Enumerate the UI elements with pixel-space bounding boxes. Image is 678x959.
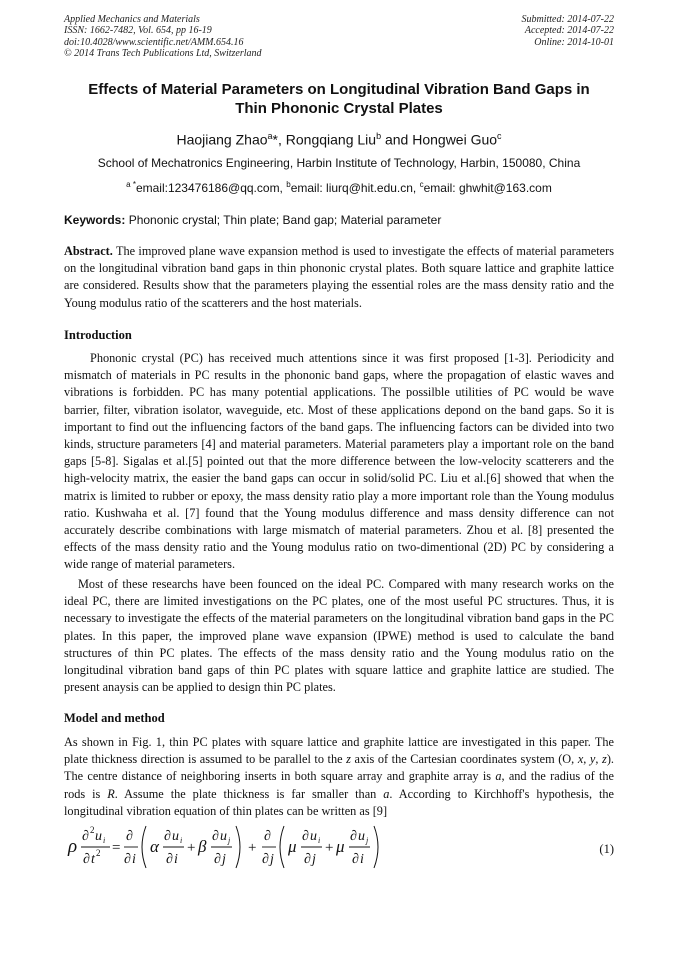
- eq-partial: ∂: [82, 829, 89, 844]
- text-run: , and the radius of the rods is: [64, 769, 615, 801]
- journal-doi: doi:10.4028/www.scientific.net/AMM.654.16: [64, 36, 244, 48]
- text-run: . Assume the plate thickness is far smaller than: [114, 786, 384, 801]
- title-line-1: Effects of Material Parameters on Longitudinal Vibration Band Gaps in: [88, 81, 590, 98]
- eq-u: u: [358, 829, 365, 844]
- text-run: ). The centre distance of neighboring inserts in both square array and graphite array is: [64, 752, 614, 784]
- eq-alpha: α: [150, 837, 159, 856]
- author-separator: and: [381, 131, 413, 148]
- eq-i: i: [360, 852, 364, 867]
- paper-title: [40, 80, 638, 118]
- author-separator: ,: [277, 131, 286, 148]
- keywords-label: Keywords:: [64, 213, 126, 227]
- email-c: email: ghwhit@163.com: [423, 181, 552, 195]
- eq-partial: ∂: [350, 829, 357, 844]
- var-z: z: [346, 752, 351, 767]
- author-1: Haojiang Zhao: [176, 131, 268, 148]
- author-1-corresponding: *: [272, 131, 278, 148]
- var-x: x: [577, 752, 584, 767]
- submitted-date: Submitted: 2014-07-22: [521, 14, 614, 25]
- eq-u: u: [220, 829, 227, 844]
- var-a: a: [383, 786, 390, 801]
- eq-sub-j: j: [228, 836, 231, 845]
- equation-1: [64, 818, 614, 874]
- eq-i: i: [174, 852, 178, 867]
- eq-u: u: [172, 829, 179, 844]
- abstract-text: The improved plane wave expansion method is used to investigate the effects of material parameters on the longitudinal vibration band gaps in thin phononic crystal plates. Both square lattice and graphite lattice are considered. Results show that the parameters playing the essential roles are the mass density ratio and the Young modulus ratio of the scatterers and the host materials.: [64, 244, 614, 310]
- eq-power: 2: [90, 825, 95, 835]
- eq-beta: β: [198, 837, 207, 856]
- eq-i: i: [132, 852, 136, 867]
- eq-partial: ∂: [126, 829, 133, 844]
- eq-sub-j: j: [366, 836, 369, 845]
- text-run: ,: [595, 752, 603, 767]
- eq-plus: +: [325, 840, 334, 856]
- model-paragraph-1: [64, 734, 614, 820]
- var-y: y: [589, 752, 596, 767]
- eq-paren: [374, 826, 378, 868]
- text-run: axis of the Cartesian coordinates system (O,: [350, 752, 578, 767]
- author-1-affil: a: [267, 131, 273, 141]
- eq-partial: ∂: [83, 852, 90, 867]
- eq-partial: ∂: [164, 829, 171, 844]
- eq-plus: +: [187, 840, 196, 856]
- email-sup-c: c: [419, 180, 424, 189]
- eq-plus: +: [248, 840, 257, 856]
- eq-partial: ∂: [262, 852, 269, 867]
- eq-partial: ∂: [124, 852, 131, 867]
- eq-partial: ∂: [264, 829, 271, 844]
- eq-mu: μ: [336, 837, 345, 856]
- text-run: . According to Kirchhoff's hypothesis, the longitudinal vibration equation of thin plates can be written as [9]: [64, 786, 614, 818]
- dates-header: [522, 14, 615, 48]
- eq-mu: μ: [288, 837, 297, 856]
- title-line-2: Thin Phononic Crystal Plates: [235, 100, 443, 117]
- abstract-label: Abstract.: [64, 244, 113, 258]
- eq-j: j: [222, 852, 226, 867]
- eq-u: u: [310, 829, 317, 844]
- online-date: Online: 2014-10-01: [534, 36, 614, 48]
- introduction-paragraph-2: Most of these researchs have been founced on the ideal PC. Compared with many research works on the ideal PC, there are limited investigations on the PC plates, one of the most useful PC structures. Thus, it is necessary to investigate the effects of the material parameters on the longitudinal vibration band gaps in the PC plates. In this paper, the improved plane wave expansion (IPWE) method is used to calculate the band structures of thin PC plates. The effects of the mass density ratio and the Young modulus ratio on the longitudinal vibration band gaps of thin PC plates with square lattice and graphite lattice are studied. The present anaysis can be applied to design thin PC plates.: [64, 577, 614, 695]
- eq-partial: ∂: [352, 852, 359, 867]
- eq-j: j: [312, 852, 316, 867]
- eq-t: t: [91, 852, 95, 867]
- eq-paren: [142, 826, 146, 868]
- journal-issn: ISSN: 1662-7482, Vol. 654, pp 16-19: [64, 25, 212, 37]
- keywords-text: Phononic crystal; Thin plate; Band gap; Material parameter: [125, 213, 442, 227]
- eq-partial: ∂: [302, 829, 309, 844]
- introduction-paragraph-1: Phononic crystal (PC) has received much attentions since it was first proposed [1-3]. Periodicity and mismatch of materials in PC results in the phononic band gaps, where the propagation of elastic waves and vibrations is forbidden. PC has many potential applications. The possilble utilities of PC would be wave barrier, filter, vibration isolator, waveguide, etc. Most of these applications depond on the band gaps. So it is important to find out the influencing factors of the band gaps. The influencing factors can be divided into two kinds, structure parameters [4] and material parameters. Material parameters play a important role on the band gaps [5-8]. Sigalas et al.[5] pointed out that the more difference between the low-velocity scatterers and the high-velocity matrix, the easier the band gaps can occur in solid/solid PC. Liu et al.[6] showed that when the matrix is limited to rubber or epoxy, the mass density ratio play a more important role than the Young modulus ratio. Kushwaha et al. [7] found that the Young modulus difference and mass density difference can not accurately describe combinations with large mismatch of material parameters. Zhou et al. [8] presented the effects of the mass density ratio and the Young modulus ratio on two-dimentional (2D) PC by considering a wide range of material parameters.: [64, 351, 614, 572]
- text-run: ,: [583, 752, 590, 767]
- eq-power: 2: [96, 848, 101, 858]
- var-R: R: [107, 786, 115, 801]
- author-list: [40, 127, 638, 149]
- email-sup-b: b: [286, 180, 291, 189]
- author-emails: [40, 177, 638, 196]
- eq-partial: ∂: [212, 829, 219, 844]
- var-a: a: [495, 769, 502, 784]
- eq-partial: ∂: [304, 852, 311, 867]
- var-z: z: [602, 752, 607, 767]
- email-sup-a: a *: [126, 180, 136, 189]
- model-heading: Model and method: [64, 711, 165, 725]
- eq-sub-i: i: [180, 836, 183, 845]
- affiliation: School of Mechatronics Engineering, Harbin Institute of Technology, Harbin, 150080, China: [97, 156, 581, 170]
- text-run: As shown in Fig. 1, thin PC plates with square lattice and graphite lattice are investigated in this paper. The plate thickness direction is assumed to be parallel to the: [64, 735, 614, 767]
- eq-u: u: [95, 829, 102, 844]
- email-a: email:123476186@qq.com,: [135, 181, 287, 195]
- accepted-date: Accepted: 2014-07-22: [524, 25, 614, 37]
- journal-copyright: © 2014 Trans Tech Publications Ltd, Switzerland: [64, 48, 262, 60]
- equation-number: (1): [599, 842, 614, 856]
- email-b: email: liurq@hit.edu.cn,: [290, 181, 420, 195]
- author-2: Rongqiang Liu: [285, 131, 377, 148]
- journal-name: Applied Mechanics and Materials: [64, 14, 200, 25]
- eq-rho: ρ: [68, 836, 78, 857]
- abstract: [64, 243, 614, 312]
- eq-partial: ∂: [214, 852, 221, 867]
- eq-paren: [280, 826, 284, 868]
- author-3-affil: c: [497, 131, 502, 141]
- author-2-affil: b: [376, 131, 382, 141]
- eq-sub-i: i: [103, 836, 106, 845]
- keywords: [64, 213, 624, 228]
- introduction-heading: Introduction: [64, 328, 132, 342]
- eq-sub-i: i: [318, 836, 321, 845]
- eq-j: j: [270, 852, 274, 867]
- eq-equals: =: [112, 840, 121, 856]
- author-3: Hongwei Guo: [412, 131, 498, 148]
- eq-partial: ∂: [166, 852, 173, 867]
- eq-paren: [236, 826, 240, 868]
- journal-header: [64, 14, 262, 60]
